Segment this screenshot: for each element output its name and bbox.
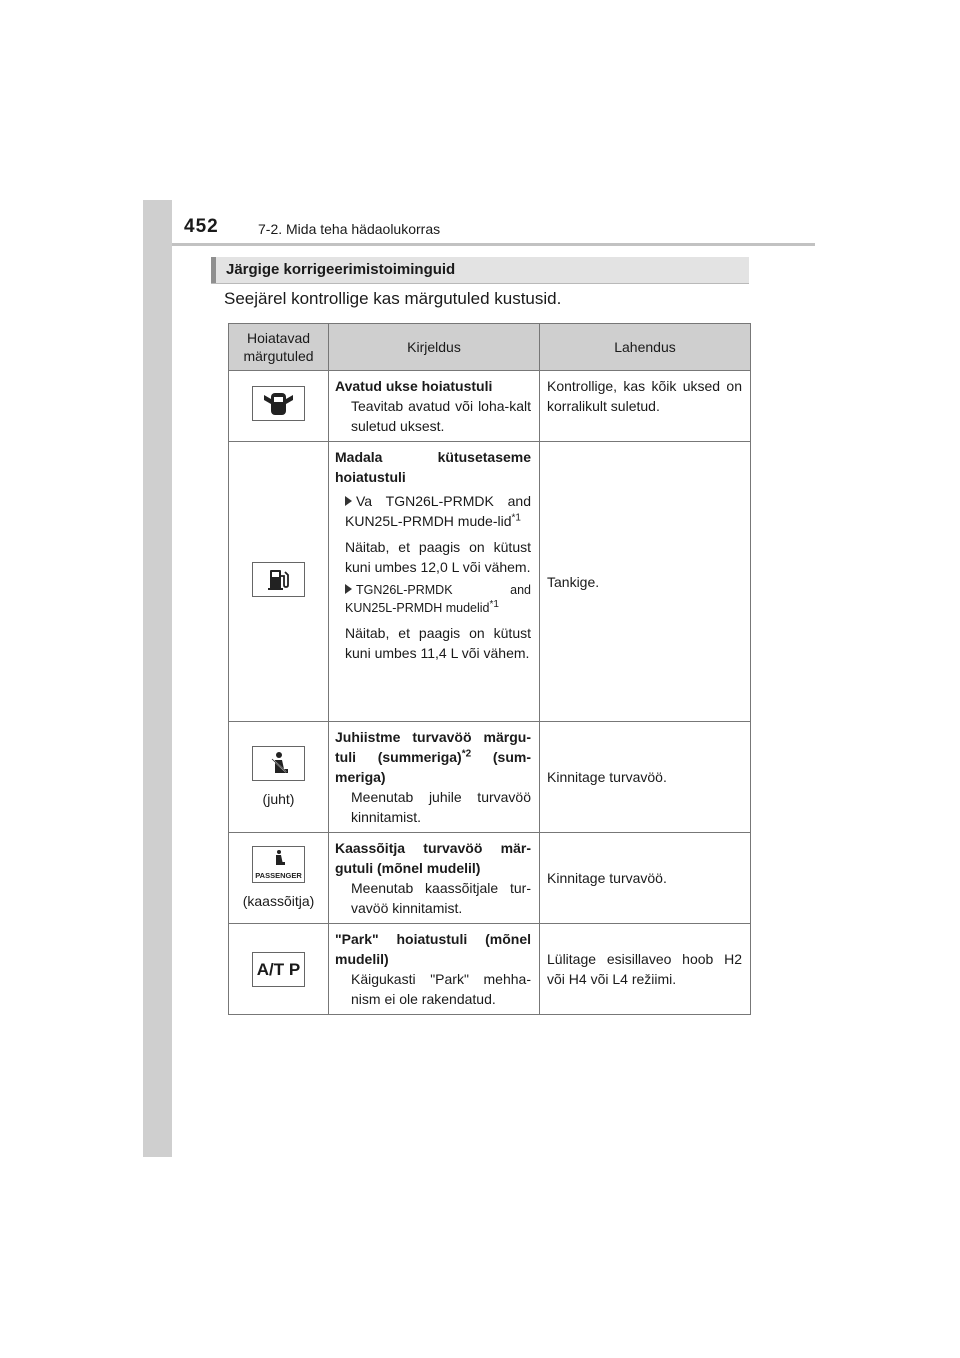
table-row <box>229 371 751 442</box>
header-warning-lights <box>229 324 329 371</box>
solution-cell <box>540 371 751 442</box>
warning-title: "Park" hoiatustuli (mõnel mudelil) <box>335 931 531 967</box>
icon-cell <box>229 722 329 833</box>
door-open-icon <box>252 386 305 421</box>
warning-lights-table <box>228 323 751 1015</box>
header-warning-lights-line1: Hoiatavad <box>246 330 311 346</box>
footnote-ref: *1 <box>511 512 521 524</box>
solution-cell <box>540 833 751 924</box>
icon-caption: (kaassõitja) <box>242 892 315 909</box>
warning-description: Käigukasti "Park" mehha-nism ei ole rakendatud. <box>351 971 531 1007</box>
icon-caption: (juht) <box>262 790 295 807</box>
passenger-seatbelt-icon <box>252 846 305 883</box>
fuel-pump-icon <box>252 562 305 597</box>
table-header-row <box>229 324 751 371</box>
description-cell <box>329 722 540 833</box>
chapter-title: 7-2. Mida teha hädaolukorras <box>258 221 441 237</box>
triangle-bullet-icon <box>345 496 352 506</box>
description-cell <box>329 371 540 442</box>
solution-text: Lülitage esisillaveo hoob H2 või H4 või L4 režiimi. <box>547 951 742 987</box>
header-solution: Lahendus <box>540 324 751 371</box>
icon-cell <box>229 371 329 442</box>
intro-text: Seejärel kontrollige kas märgutuled kustusid. <box>224 289 562 308</box>
model-variant-1-text: Va TGN26L-PRMDK and KUN25L-PRMDH mude-lid <box>345 493 531 529</box>
at-park-icon: A/T P <box>252 952 305 987</box>
solution-text: Tankige. <box>547 573 600 590</box>
table-row <box>229 442 751 722</box>
solution-cell <box>540 442 751 722</box>
warning-description: Meenutab juhile turvavöö kinnitamist. <box>351 789 531 825</box>
warning-title-part1: Juhiistme turvavöö märgu-tuli (summeriga) <box>335 729 531 765</box>
seatbelt-icon <box>252 746 305 781</box>
fuel-level-text-1: Näitab, et paagis on kütust kuni umbes 12,0 L või vähem. <box>345 539 531 575</box>
solution-text: Kinnitage turvavöö. <box>547 870 667 886</box>
triangle-bullet-icon <box>345 584 352 594</box>
header-divider <box>172 243 815 246</box>
side-tab-band <box>143 200 172 1157</box>
model-variant-1 <box>335 491 531 531</box>
header-description: Kirjeldus <box>329 324 540 371</box>
warning-title: Avatud ukse hoiatustuli <box>335 378 493 394</box>
table-row <box>229 924 751 1015</box>
section-title: Järgige korrigeerimistoiminguid <box>226 261 456 278</box>
model-variant-2 <box>335 581 531 617</box>
solution-cell <box>540 924 751 1015</box>
warning-description: Teavitab avatud või loha-kalt suletud uksest. <box>351 398 531 434</box>
description-cell <box>329 833 540 924</box>
section-heading-bar <box>211 257 749 284</box>
footnote-ref: *2 <box>461 748 472 760</box>
solution-cell <box>540 722 751 833</box>
section-accent <box>211 257 216 283</box>
description-cell <box>329 442 540 722</box>
passenger-label: PASSENGER <box>255 870 302 880</box>
fuel-level-text-2: Näitab, et paagis on kütust kuni umbes 11,4 L või vähem. <box>345 625 531 661</box>
icon-cell <box>229 924 329 1015</box>
warning-title-part2: (sum-meriga) <box>335 749 532 785</box>
footnote-ref: *1 <box>489 598 499 610</box>
warning-title <box>335 727 531 787</box>
solution-text: Kontrollige, kas kõik uksed on korralikult suletud. <box>547 378 742 414</box>
warning-title: Madala kütusetaseme hoiatustuli <box>335 449 531 485</box>
header-warning-lights-line2: märgutuled <box>243 348 314 364</box>
icon-cell <box>229 833 329 924</box>
warning-title: Kaassõitja turvavöö mär-gutuli (mõnel mudelil) <box>335 840 531 876</box>
description-cell <box>329 924 540 1015</box>
table-row <box>229 833 751 924</box>
page-number: 452 <box>184 216 219 237</box>
icon-cell <box>229 442 329 722</box>
solution-text: Kinnitage turvavöö. <box>547 769 667 785</box>
warning-description: Meenutab kaassõitjale tur-vavöö kinnitamist. <box>351 880 531 916</box>
table-row <box>229 722 751 833</box>
model-variant-2-text: TGN26L-PRMDK and KUN25L-PRMDH mudelid <box>345 583 531 615</box>
